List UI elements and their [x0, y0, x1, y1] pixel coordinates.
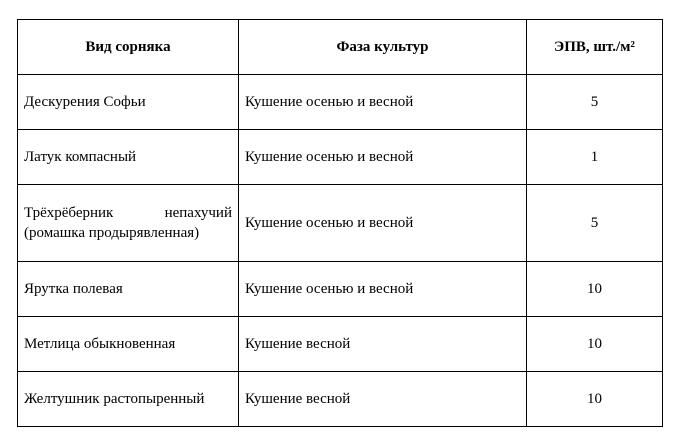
table-row: [18, 262, 663, 317]
cell-phase: Кушение осенью и весной: [239, 262, 527, 317]
header-weed-species: Вид сорняка: [18, 20, 239, 75]
cell-phase: Кушение осенью и весной: [239, 75, 527, 130]
table-header-row: [18, 20, 663, 75]
cell-phase: Кушение весной: [239, 372, 527, 427]
cell-weed: Дескурения Софьи: [18, 75, 239, 130]
header-crop-phase: Фаза культур: [239, 20, 527, 75]
cell-epv: 10: [527, 317, 663, 372]
weed-threshold-table-container: [17, 19, 663, 427]
header-epv: ЭПВ, шт./м²: [527, 20, 663, 75]
table-row: [18, 130, 663, 185]
cell-phase: Кушение осенью и весной: [239, 130, 527, 185]
cell-phase: Кушение осенью и весной: [239, 185, 527, 262]
cell-weed: Метлица обыкновенная: [18, 317, 239, 372]
cell-weed: Латук компасный: [18, 130, 239, 185]
table-row: [18, 185, 663, 262]
weed-threshold-table: [17, 19, 663, 427]
cell-epv: 1: [527, 130, 663, 185]
cell-epv: 10: [527, 262, 663, 317]
cell-epv: 5: [527, 185, 663, 262]
cell-epv: 5: [527, 75, 663, 130]
table-row: [18, 75, 663, 130]
cell-weed: Трёхрёберник непахучий (ромашка продырявленная): [18, 185, 239, 262]
table-row: [18, 372, 663, 427]
cell-phase: Кушение весной: [239, 317, 527, 372]
cell-weed: Ярутка полевая: [18, 262, 239, 317]
cell-weed: Желтушник растопыренный: [18, 372, 239, 427]
table-row: [18, 317, 663, 372]
cell-epv: 10: [527, 372, 663, 427]
